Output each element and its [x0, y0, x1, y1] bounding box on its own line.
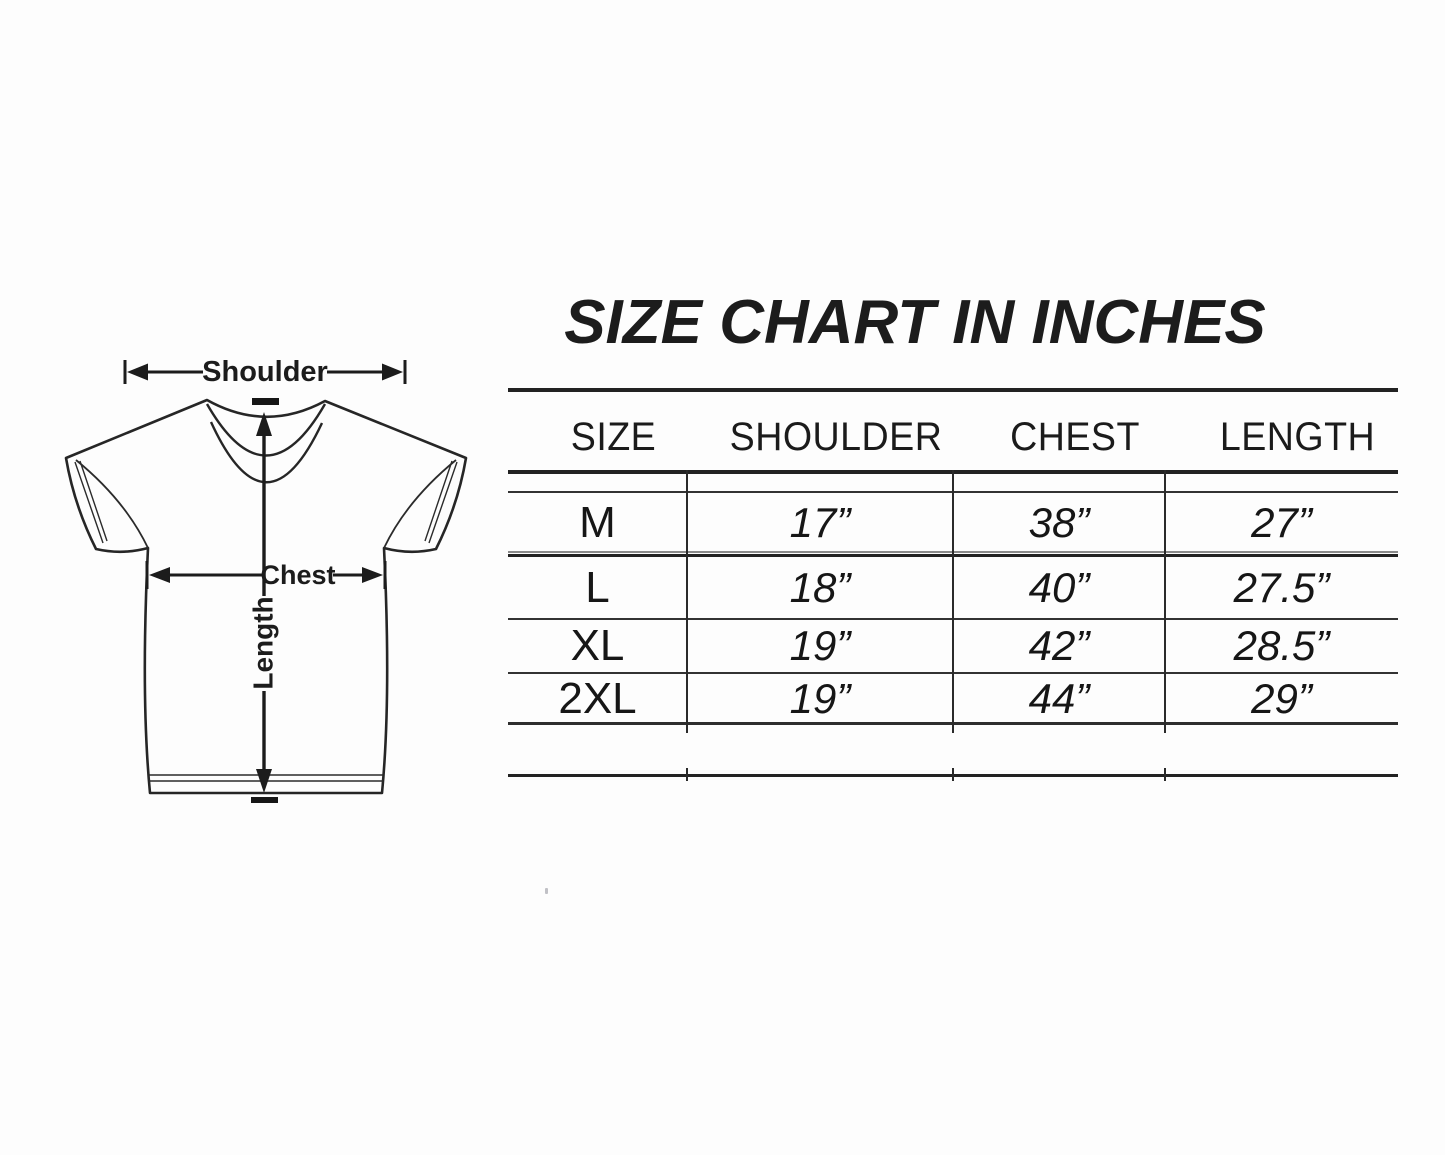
scan-artifact-speck [545, 888, 548, 894]
shoulder-dimension-label: Shoulder [202, 356, 328, 388]
row-2xl-shoulder: 19” [789, 674, 851, 722]
row-l-shoulder: 18” [789, 563, 851, 611]
row-xl-length: 28.5” [1233, 622, 1330, 669]
row-l-length: 27.5” [1233, 563, 1330, 611]
header-size: SIZE [570, 414, 657, 459]
row-2xl-length: 29” [1251, 674, 1312, 722]
row-m-shoulder: 17” [789, 499, 851, 546]
row-2xl-size: 2XL [558, 673, 637, 723]
header-shoulder: SHOULDER [729, 414, 943, 459]
length-bottom-tick [251, 797, 278, 803]
size-table [508, 388, 1398, 790]
tshirt-diagram [30, 350, 510, 820]
length-dimension-label: Length [247, 596, 279, 690]
chest-dimension-label: Chest [260, 560, 336, 590]
row-m-size: M [579, 498, 616, 547]
header-length: LENGTH [1219, 414, 1376, 459]
header-chest: CHEST [1010, 414, 1140, 459]
footer-tick-2 [952, 768, 954, 781]
page-title: SIZE CHART IN INCHES [564, 288, 1266, 357]
row-xl-shoulder: 19” [789, 622, 851, 669]
table-rule-top [508, 388, 1398, 392]
row-l-chest: 40” [1028, 563, 1090, 611]
footer-tick-3 [1164, 768, 1166, 781]
row-m-chest: 38” [1028, 499, 1090, 546]
length-top-tick [252, 398, 279, 405]
row-m-length: 27” [1251, 499, 1312, 546]
footer-tick-1 [686, 768, 688, 781]
row-2xl-chest: 44” [1028, 674, 1090, 722]
row-l-size: L [585, 562, 610, 612]
row-xl-chest: 42” [1028, 622, 1090, 669]
row-xl-size: XL [570, 621, 625, 670]
